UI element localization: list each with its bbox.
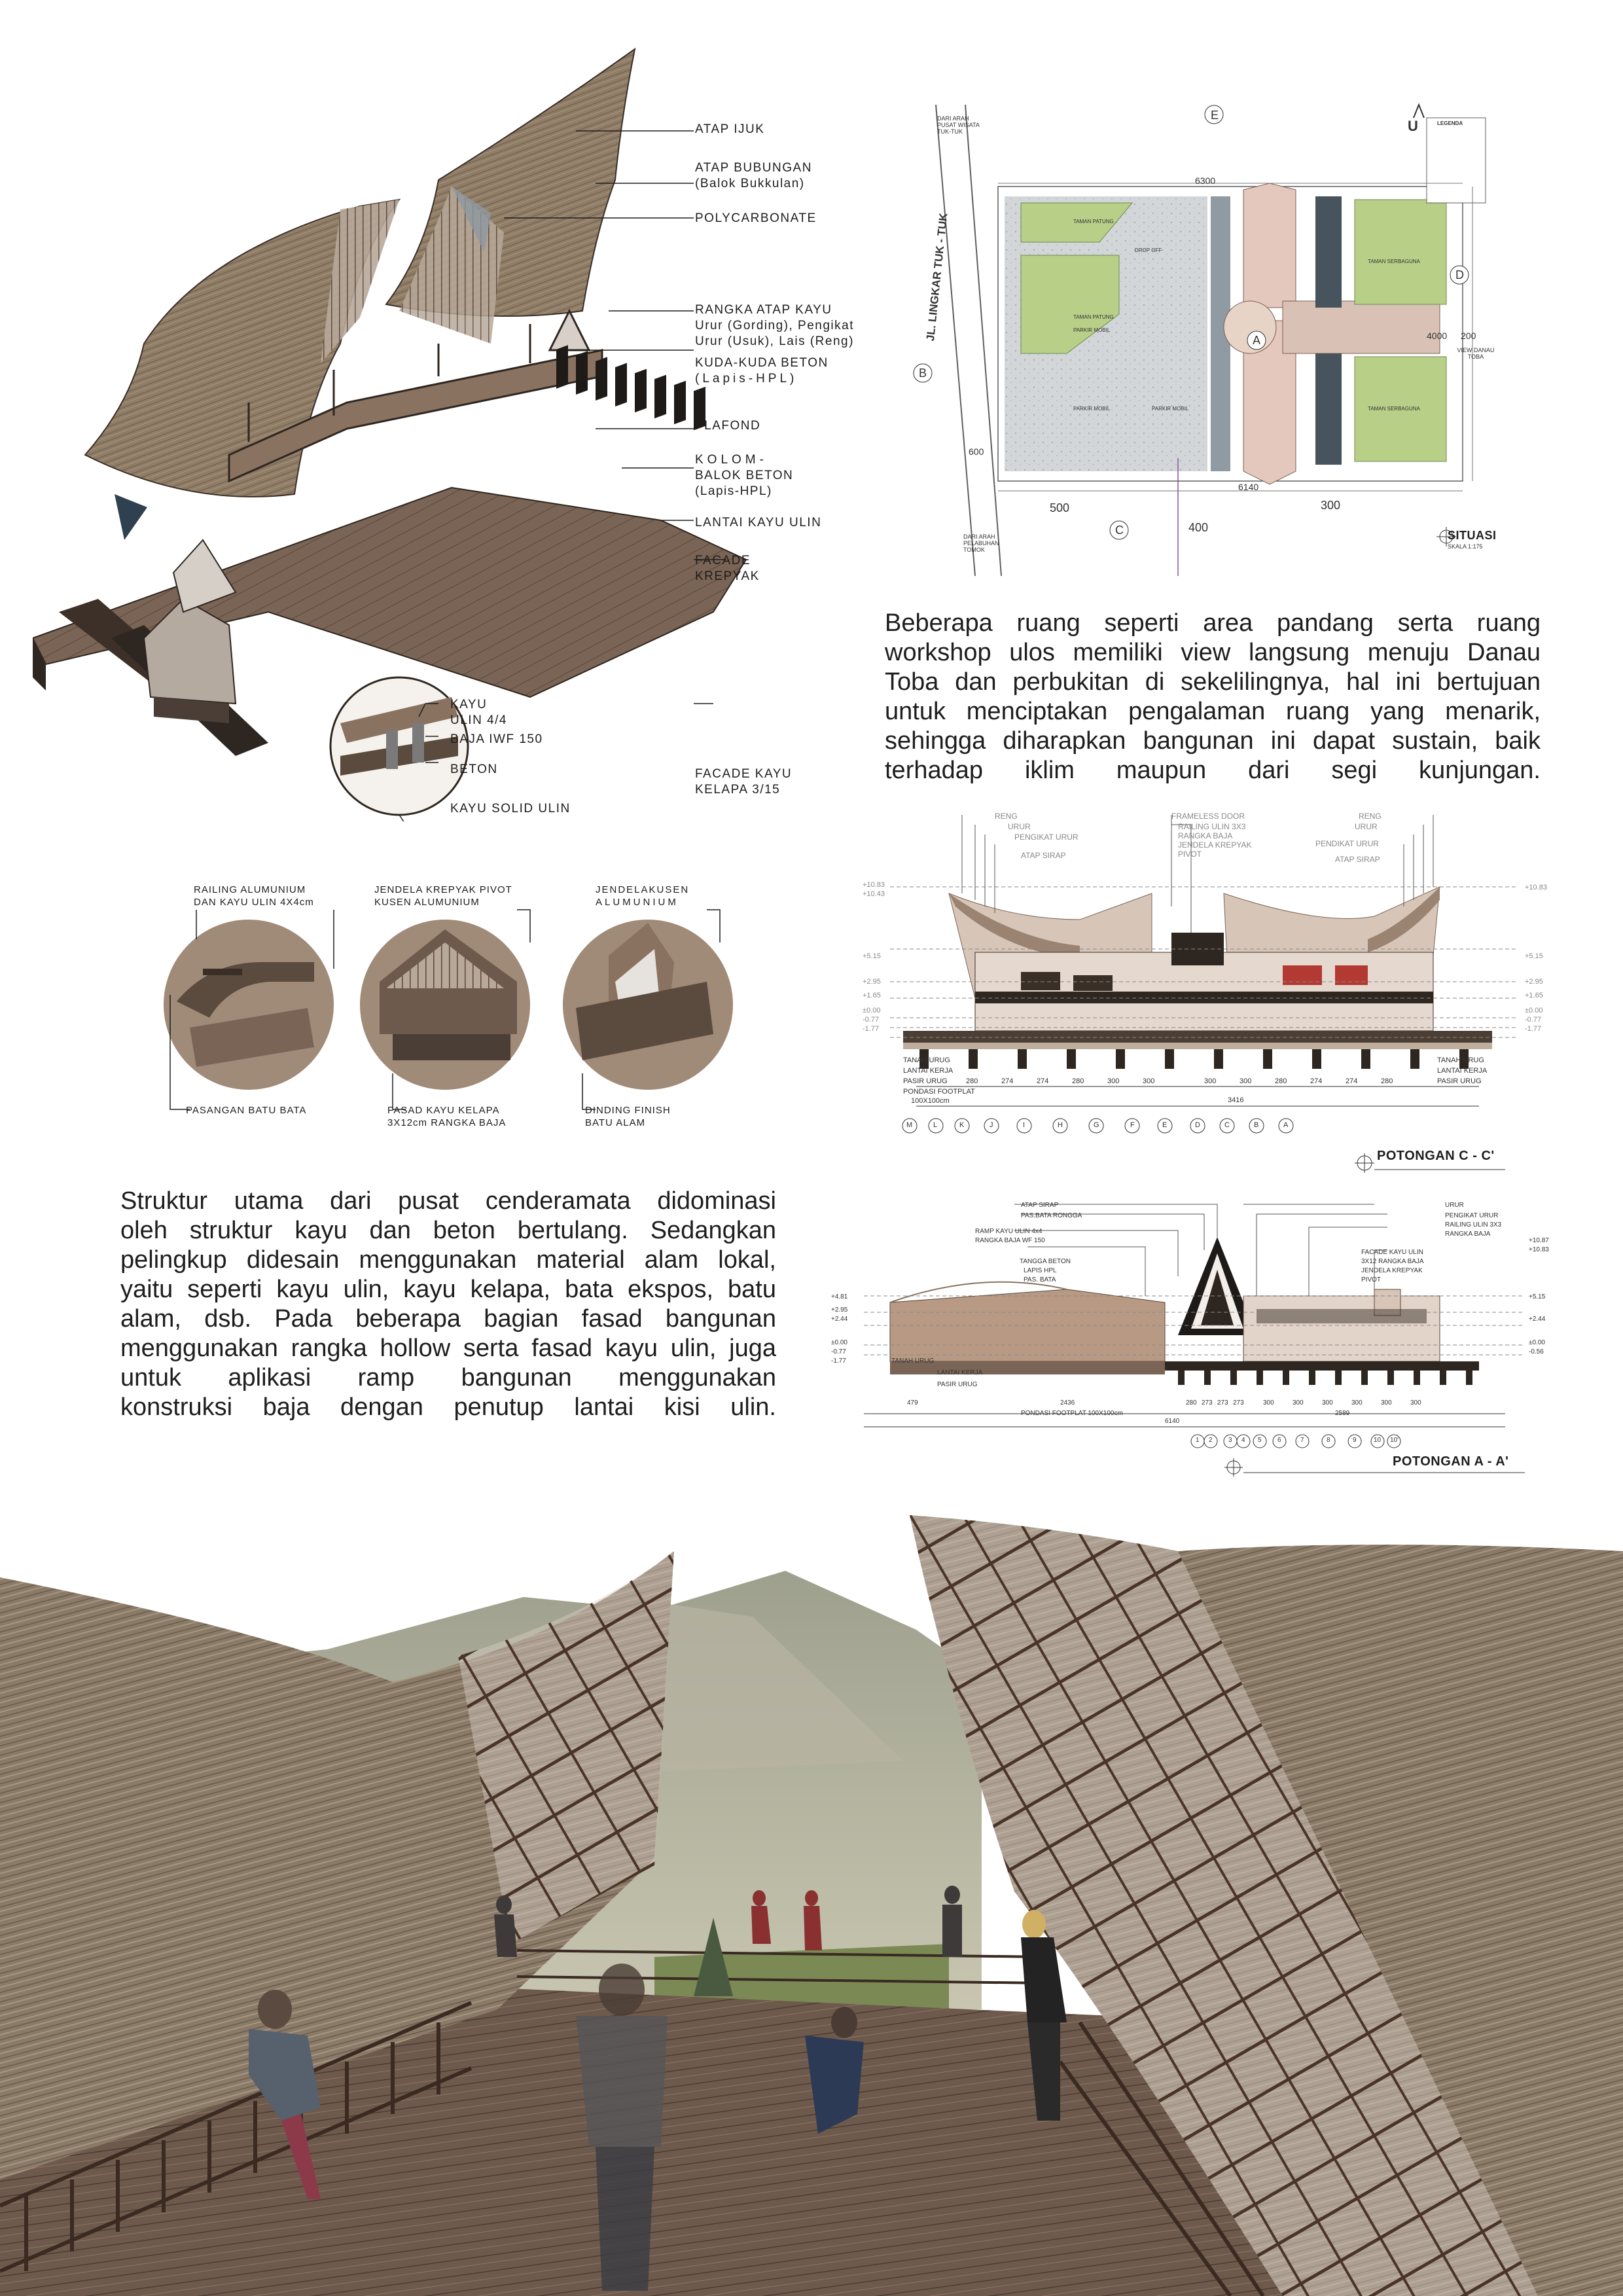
aa-grid-2: 3 bbox=[1228, 1437, 1232, 1444]
cc-dim-10: 274 bbox=[1346, 1077, 1358, 1085]
label-kolom-balok: KOLOM- BALOK BETON (Lapis-HPL) bbox=[695, 453, 794, 498]
section-cc-title: POTONGAN C - C' bbox=[1377, 1149, 1495, 1163]
paragraph-view bbox=[885, 609, 1541, 785]
cc-dim-11: 280 bbox=[1381, 1077, 1393, 1085]
paragraph-structure-line: menggunakan rangka hollow serta fasad kayu ulin, juga bbox=[120, 1335, 776, 1362]
aa-total-0: 2589 bbox=[1335, 1410, 1350, 1417]
label-kuda-kuda: KUDA-KUDA BETON (Lapis-HPL) bbox=[695, 356, 829, 386]
cc-top-left-0: RENG bbox=[995, 812, 1018, 821]
cc-top-mid-0: FRAMELESS DOOR bbox=[1171, 812, 1245, 821]
aa-top-left-2: RAMP KAYU ULIN 4x4 bbox=[975, 1228, 1043, 1235]
left-annex bbox=[144, 540, 236, 723]
aa-level-l-5: -1.77 bbox=[831, 1357, 846, 1365]
aa-top-left-3: RANGKA BAJA WF 150 bbox=[975, 1237, 1045, 1244]
right-roof bbox=[386, 49, 635, 344]
site-top-note: DARI ARAH PUSAT WISATA TUK-TUK bbox=[937, 115, 980, 135]
detail-jendela-kusen bbox=[563, 920, 733, 1090]
cc-level-r-0: +10.83 bbox=[1525, 884, 1547, 891]
cc-top-mid-3: JENDELA KREPYAK bbox=[1178, 840, 1252, 850]
cc-dim-7: 300 bbox=[1240, 1077, 1252, 1085]
label-plafond: PLAFOND bbox=[695, 419, 761, 433]
aa-level-l-4: -0.77 bbox=[831, 1348, 846, 1355]
cc-total: 3416 bbox=[1228, 1096, 1244, 1104]
aa-level-r-3: +2.44 bbox=[1529, 1316, 1546, 1323]
aa-dim-4: 273 bbox=[1217, 1399, 1228, 1407]
zone-6: TAMAN SERBAGUNA bbox=[1368, 259, 1420, 264]
paragraph-view-line: terhadap iklim maupun dari segi kunjungan. bbox=[885, 757, 1541, 784]
aa-bottom-left-2: PASIR URUG bbox=[937, 1381, 978, 1388]
paragraph-structure-line: konstruksi baja dengan penutup lantai kisi ulin. bbox=[120, 1393, 776, 1421]
aa-level-r-2: +5.15 bbox=[1529, 1293, 1546, 1300]
cc-top-right-0: RENG bbox=[1359, 812, 1382, 821]
aa-grid-7: 8 bbox=[1327, 1437, 1330, 1444]
cc-top-right-3: ATAP SIRAP bbox=[1335, 855, 1380, 864]
paragraph-view-line: untuk menciptakan pengalaman ruang yang menarik, bbox=[885, 698, 1541, 725]
paragraph-structure-line: oleh struktur kayu dan beton bertulang. Sedangkan bbox=[120, 1217, 776, 1244]
aa-top-right-5: 3X12 RANGKA BAJA bbox=[1361, 1258, 1424, 1265]
cc-grid-12: A bbox=[1283, 1121, 1289, 1129]
site-scale: SKALA 1:175 bbox=[1448, 543, 1483, 550]
aa-grid-9: 10 bbox=[1374, 1437, 1382, 1444]
aa-dim-3: 273 bbox=[1202, 1399, 1213, 1407]
label-dinding-finish: DINDING FINISH BATU ALAM bbox=[585, 1105, 671, 1128]
cc-level-5: ±0.00 bbox=[863, 1007, 881, 1014]
paragraph-structure-line: Struktur utama dari pusat cenderamata didominasi bbox=[120, 1187, 776, 1215]
cc-top-right-1: URUR bbox=[1355, 822, 1378, 831]
section-cc-footings bbox=[919, 1049, 1469, 1069]
aa-top-right-6: JENDELA KREPYAK bbox=[1361, 1267, 1423, 1274]
aa-dim-8: 300 bbox=[1322, 1399, 1333, 1407]
cc-dim-8: 280 bbox=[1275, 1077, 1287, 1085]
label-fasad-kayu-kelapa: FASAD KAYU KELAPA 3X12cm RANGKA BAJA bbox=[387, 1105, 507, 1128]
aa-top-right-4: FACADE KAYU ULIN bbox=[1361, 1249, 1423, 1256]
aa-grid-5: 6 bbox=[1277, 1437, 1281, 1444]
cc-grid-6: G bbox=[1094, 1121, 1099, 1129]
cc-bottom-left-3: PONDASI FOOTPLAT bbox=[903, 1088, 975, 1096]
aa-total-1: 6140 bbox=[1165, 1418, 1180, 1425]
aa-top-left-1: PAS.BATA RONGGA bbox=[1021, 1212, 1082, 1219]
floor-detail-circle bbox=[330, 677, 468, 815]
zone-1: DROP OFF bbox=[1135, 247, 1162, 253]
dim-6140: 6140 bbox=[1238, 482, 1259, 492]
zone-3: PARKIR MOBIL bbox=[1073, 327, 1111, 333]
aa-grid-1: 2 bbox=[1209, 1437, 1213, 1444]
cc-dim-0: 280 bbox=[966, 1077, 978, 1085]
cc-bottom-left-4: 100X100cm bbox=[911, 1097, 950, 1105]
cc-top-mid-4: PIVOT bbox=[1178, 850, 1202, 859]
label-lantai-kayu: LANTAI KAYU ULIN bbox=[695, 516, 822, 529]
aa-top-left-6: PAS. BATA bbox=[1024, 1276, 1056, 1283]
label-baja-iwf: BAJA IWF 150 bbox=[450, 732, 543, 746]
cc-bottom-right-1: LANTAI KERJA bbox=[1437, 1067, 1488, 1075]
aa-level-r-4: ±0.00 bbox=[1529, 1339, 1545, 1346]
cc-grid-10: C bbox=[1224, 1121, 1230, 1129]
aa-total-2: PONDASI FOOTPLAT 100X100cm bbox=[1021, 1410, 1123, 1417]
cc-top-mid-1: RAILING ULIN 3X3 bbox=[1178, 822, 1246, 831]
aa-level-l-1: +2.95 bbox=[831, 1306, 848, 1314]
aa-grid-3: 4 bbox=[1241, 1437, 1245, 1444]
legend-title: LEGENDA bbox=[1437, 120, 1463, 126]
marker-d: D bbox=[1455, 268, 1464, 281]
cc-level-0: +10.83 bbox=[863, 881, 885, 889]
aa-top-right-1: PENGIKAT URUR bbox=[1445, 1212, 1499, 1219]
aa-top-right-2: RAILING ULIN 3X3 bbox=[1445, 1221, 1502, 1229]
cc-dim-4: 300 bbox=[1107, 1077, 1120, 1085]
cc-level-6: -0.77 bbox=[863, 1016, 880, 1024]
aa-top-left-0: ATAP SIRAP bbox=[1021, 1202, 1059, 1209]
dim-4000: 4000 bbox=[1427, 331, 1448, 341]
left-roof bbox=[85, 200, 399, 540]
paragraph-structure-line: pelingkup didesain menggunakan material alam lokal, bbox=[120, 1246, 776, 1274]
dim-6300: 6300 bbox=[1195, 175, 1216, 186]
cc-bottom-right-2: PASIR URUG bbox=[1437, 1077, 1482, 1085]
marker-a: A bbox=[1253, 334, 1261, 347]
detail-jendela-krepyak bbox=[360, 920, 530, 1090]
dim-500: 500 bbox=[1050, 501, 1070, 514]
zone-5: PARKIR MOBIL bbox=[1152, 406, 1189, 412]
north-label: U bbox=[1408, 118, 1418, 134]
site-road-label: JL. LINGKAR TUK - TUK bbox=[924, 212, 950, 342]
site-title: SITUASI bbox=[1448, 529, 1497, 542]
detail-circles bbox=[151, 877, 753, 1139]
cc-dim-9: 274 bbox=[1310, 1077, 1323, 1085]
cc-level-r-6: -1.77 bbox=[1525, 1025, 1542, 1033]
cc-level-r-1: +5.15 bbox=[1525, 952, 1543, 960]
paragraph-view-line: Toba dan perbukitan di sekelilingnya, hal ini bertujuan bbox=[885, 668, 1541, 696]
aa-dim-10: 300 bbox=[1381, 1399, 1392, 1407]
cc-top-left-3: ATAP SIRAP bbox=[1021, 851, 1066, 860]
zone-4: PARKIR MOBIL bbox=[1073, 406, 1111, 412]
section-aa-title: POTONGAN A - A' bbox=[1393, 1454, 1509, 1469]
cc-top-left-2: PENGIKAT URUR bbox=[1014, 833, 1079, 842]
dim-600: 600 bbox=[969, 446, 984, 457]
aa-bottom-left-0: TANAH URUG bbox=[891, 1357, 935, 1365]
paragraph-structure-line: yaitu seperti kayu ulin, kayu kelapa, bata ekspos, batu bbox=[120, 1276, 776, 1303]
aa-grid-4: 5 bbox=[1258, 1437, 1262, 1444]
cc-bottom-left-1: LANTAI KERJA bbox=[903, 1067, 954, 1075]
label-facade-krepyak: FACADE KREPYAK bbox=[695, 554, 760, 583]
paragraph-structure-line: alam, dsb. Pada beberapa bagian fasad bangunan bbox=[120, 1305, 776, 1333]
cc-top-mid-2: RANGKA BAJA bbox=[1178, 831, 1233, 840]
facade-krepyak bbox=[556, 345, 705, 430]
cc-level-2: +5.15 bbox=[863, 952, 881, 960]
label-jendela-krepyak: JENDELA KREPYAK PIVOT KUSEN ALUMUNIUM bbox=[374, 884, 512, 908]
paragraph-view-line: workshop ulos memiliki view langsung menuju Danau bbox=[885, 639, 1541, 666]
cc-bottom-left-2: PASIR URUG bbox=[903, 1077, 948, 1085]
aa-dim-2: 280 bbox=[1186, 1399, 1197, 1407]
dim-300: 300 bbox=[1321, 499, 1341, 512]
aa-level-l-0: +4.81 bbox=[831, 1293, 848, 1300]
cc-dim-1: 274 bbox=[1001, 1077, 1014, 1085]
cc-dim-6: 300 bbox=[1204, 1077, 1217, 1085]
marker-b: B bbox=[919, 367, 927, 380]
zone-2: TAMAN PATUNG bbox=[1073, 314, 1114, 320]
cc-dim-5: 300 bbox=[1143, 1077, 1155, 1085]
label-kayu-solid: KAYU SOLID ULIN bbox=[450, 802, 571, 816]
label-atap-ijuk: ATAP IJUK bbox=[695, 122, 765, 136]
cc-grid-0: M bbox=[906, 1121, 913, 1129]
label-rangka-atap: RANGKA ATAP KAYU Urur (Gording), Pengikat Urur (Usuk), Lais (Reng) bbox=[695, 303, 854, 348]
cc-grid-5: H bbox=[1058, 1121, 1063, 1129]
site-view-label: VIEW DANAU TOBA bbox=[1457, 347, 1495, 360]
aa-grid-0: 1 bbox=[1196, 1437, 1200, 1444]
paragraph-structure-line: untuk aplikasi ramp bangunan menggunakan bbox=[120, 1364, 776, 1391]
cc-level-r-5: -0.77 bbox=[1525, 1016, 1542, 1024]
cc-level-r-2: +2.95 bbox=[1525, 978, 1543, 986]
aa-dim-0: 479 bbox=[907, 1399, 918, 1407]
paragraph-view-line: Beberapa ruang seperti area pandang serta ruang bbox=[885, 609, 1541, 637]
cc-dim-3: 280 bbox=[1072, 1077, 1084, 1085]
aa-level-r-1: +10.83 bbox=[1529, 1246, 1549, 1253]
dim-200: 200 bbox=[1461, 331, 1476, 341]
zone-0: TAMAN PATUNG bbox=[1073, 219, 1114, 224]
cc-level-7: -1.77 bbox=[863, 1025, 880, 1033]
label-railing: RAILING ALUMUNIUM DAN KAYU ULIN 4X4cm bbox=[194, 884, 314, 908]
cc-grid-11: B bbox=[1254, 1121, 1259, 1129]
aa-top-left-4: TANGGA BETON bbox=[1020, 1258, 1071, 1265]
cc-level-r-4: ±0.00 bbox=[1525, 1007, 1543, 1014]
cc-level-3: +2.95 bbox=[863, 978, 881, 986]
cc-bottom-right-0: TANAH URUG bbox=[1437, 1056, 1484, 1064]
zone-7: TAMAN SERBAGUNA bbox=[1368, 406, 1420, 412]
marker-e: E bbox=[1211, 109, 1219, 122]
aa-dim-9: 300 bbox=[1351, 1399, 1363, 1407]
rendering-viewing-deck bbox=[0, 1499, 1623, 2296]
cc-grid-7: F bbox=[1130, 1121, 1135, 1129]
aa-grid-6: 7 bbox=[1300, 1437, 1304, 1444]
aa-dim-5: 273 bbox=[1233, 1399, 1244, 1407]
cc-grid-4: I bbox=[1023, 1121, 1026, 1129]
cc-level-4: +1.65 bbox=[863, 992, 881, 999]
aa-top-right-7: PIVOT bbox=[1361, 1276, 1382, 1283]
aa-top-right-3: RANGKA BAJA bbox=[1445, 1230, 1491, 1238]
paragraph-view-line: sehingga diharapkan bangunan ini dapat sustain, baik bbox=[885, 727, 1541, 755]
cc-level-1: +10.43 bbox=[863, 890, 885, 898]
aa-dim-11: 300 bbox=[1410, 1399, 1421, 1407]
section-cc bbox=[864, 808, 1571, 1175]
aa-dim-7: 300 bbox=[1293, 1399, 1304, 1407]
label-polycarbonate: POLYCARBONATE bbox=[695, 211, 817, 225]
aa-dim-6: 300 bbox=[1263, 1399, 1274, 1407]
aa-grid-10: 10' bbox=[1390, 1437, 1399, 1444]
aa-level-l-3: ±0.00 bbox=[831, 1339, 847, 1346]
aa-level-r-0: +10.87 bbox=[1529, 1237, 1549, 1244]
label-facade-kayu-kelapa: FACADE KAYU KELAPA 3/15 bbox=[695, 767, 793, 797]
label-kayu: KAYU ULIN 4/4 bbox=[450, 698, 507, 727]
site-bottom-note: DARI ARAH PELABUHAN TOMOK bbox=[963, 533, 999, 553]
aa-level-r-5: -0.56 bbox=[1529, 1348, 1544, 1355]
label-atap-bubungan: ATAP BUBUNGAN (Balok Bukkulan) bbox=[695, 161, 812, 190]
aa-bottom-left-1: LANTAI KERJA bbox=[937, 1369, 983, 1376]
cc-level-r-3: +1.65 bbox=[1525, 992, 1543, 999]
cc-bottom-left-0: TANAH URUG bbox=[903, 1056, 950, 1064]
cc-dim-2: 274 bbox=[1037, 1077, 1049, 1085]
aa-top-right-0: URUR bbox=[1445, 1202, 1464, 1209]
label-jendela-kusen: JENDELAKUSEN ALUMUNIUM bbox=[596, 884, 690, 908]
aa-grid-8: 9 bbox=[1353, 1437, 1357, 1444]
detail-railing bbox=[164, 920, 334, 1090]
label-beton: BETON bbox=[450, 762, 498, 776]
cc-grid-8: E bbox=[1162, 1121, 1168, 1129]
marker-c: C bbox=[1115, 524, 1124, 537]
aa-dim-1: 2436 bbox=[1060, 1399, 1075, 1407]
cc-grid-9: D bbox=[1195, 1121, 1200, 1129]
section-aa bbox=[851, 1198, 1558, 1479]
label-pasangan-bata: PASANGAN BATU BATA bbox=[186, 1105, 307, 1116]
cc-grid-2: K bbox=[959, 1121, 965, 1129]
cc-grid-3: J bbox=[990, 1121, 993, 1129]
cc-top-right-2: PENDIKAT URUR bbox=[1315, 839, 1379, 848]
aa-top-left-5: LAPIS HPL bbox=[1024, 1267, 1057, 1274]
cc-grid-1: L bbox=[933, 1121, 938, 1129]
dim-400: 400 bbox=[1188, 521, 1209, 534]
cc-top-left-1: URUR bbox=[1008, 822, 1031, 831]
paragraph-structure bbox=[120, 1187, 776, 1422]
aa-level-l-2: +2.44 bbox=[831, 1316, 848, 1323]
